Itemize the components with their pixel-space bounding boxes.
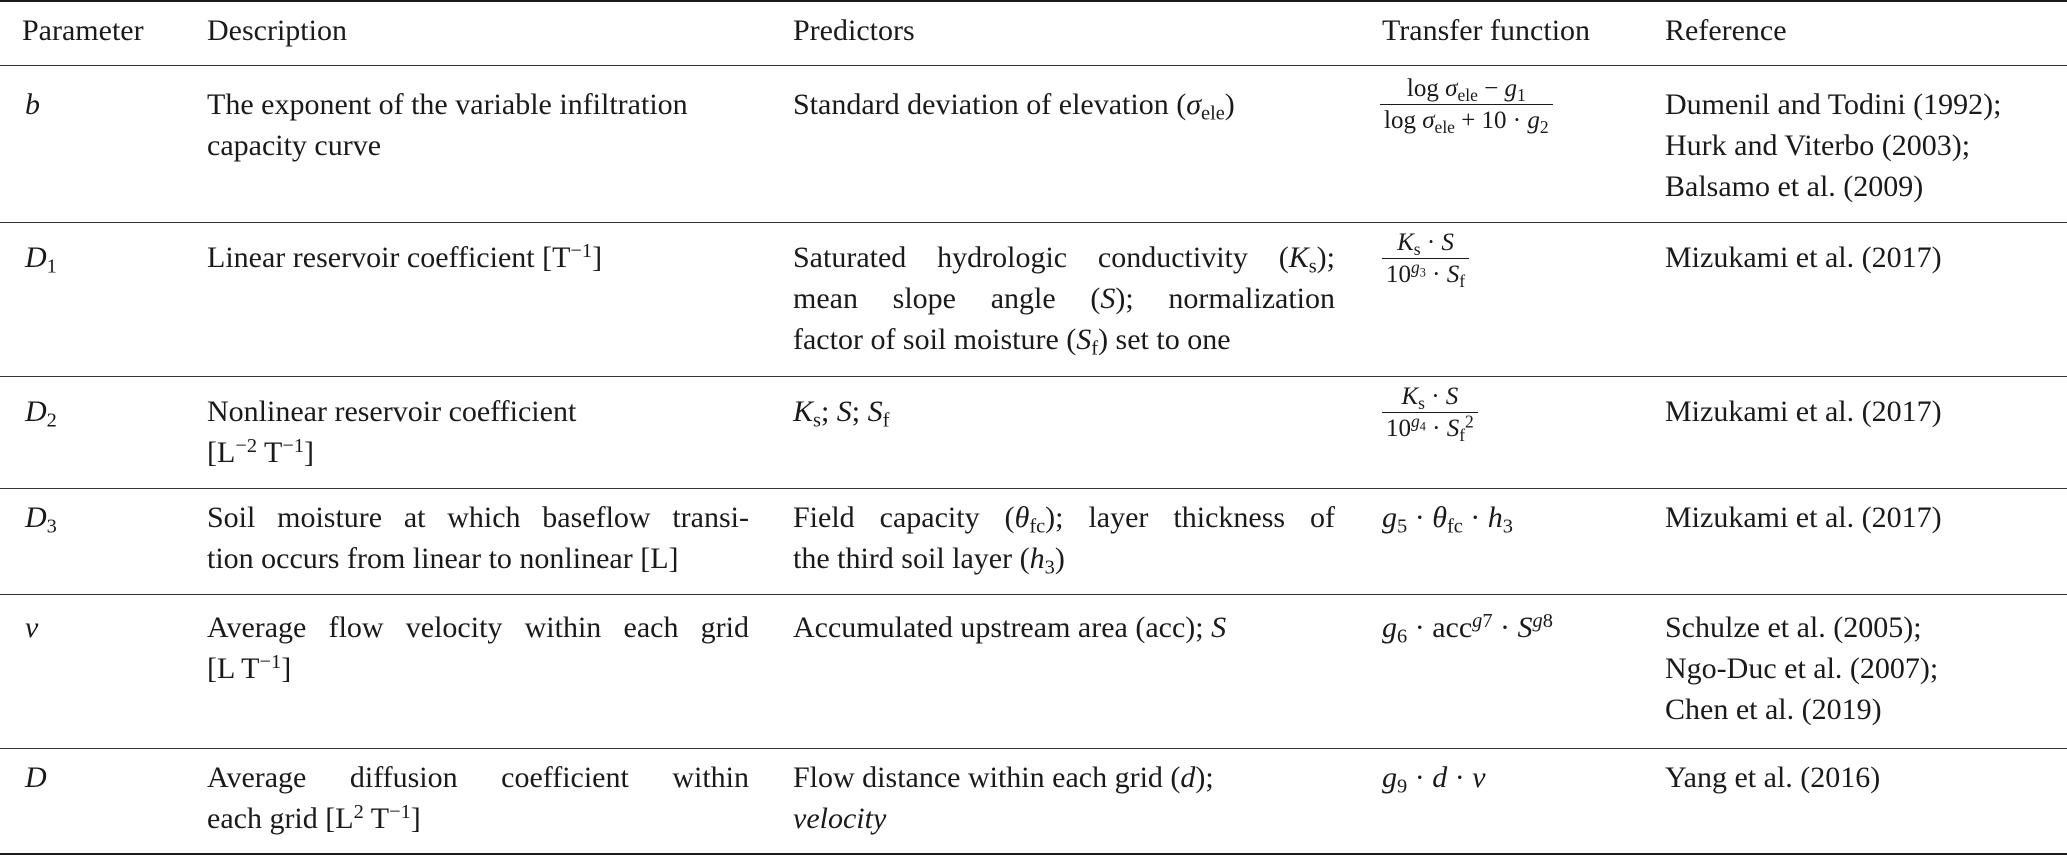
row-d-predictors: Flow distance within each grid (d); velocity	[793, 761, 1214, 835]
row-d3-description: Soil moisture at which baseflow transi- tion occurs from linear to nonlinear [L]	[207, 501, 749, 575]
row-b-description: The exponent of the variable infiltration capacity curve	[207, 88, 688, 162]
row-d-transfer-function: $g_9 \cdot d \cdot v$	[1382, 761, 1486, 798]
row-d1-predictors: Saturated hydrologic conductivity $(K_s)$; mean slope angle (S); normalization factor of soil moisture $(S_f)$ set to one	[793, 241, 1335, 360]
row-b-transfer-function: $\log \sigma_{ele} - g_1$ $\log \sigma_{ele} + 10 \cdot g_2$	[1380, 76, 1553, 133]
header-reference: Reference	[1665, 14, 1787, 47]
row-v-description: Average flow velocity within each grid [L $T^{-1}$]	[207, 611, 749, 685]
header-rule	[0, 65, 2067, 66]
row-b-reference: Dumenil and Todini (1992); Hurk and Viterbo (2003); Balsamo et al. (2009)	[1665, 88, 2002, 203]
row-d3-predictors: Field capacity $(\theta_{fc})$; layer thickness of the third soil layer $(h_3)$	[793, 501, 1336, 579]
header-description: Description	[207, 14, 347, 47]
row-rule	[0, 376, 2067, 377]
table-bottom-rule	[0, 853, 2067, 855]
row-rule	[0, 748, 2067, 749]
row-rule	[0, 222, 2067, 223]
header-transfer-function: Transfer function	[1382, 14, 1591, 47]
row-rule	[0, 594, 2067, 595]
row-d2-transfer-function: $\frac{K_s \cdot S}{10^{g_4} \cdot S_f^2}$	[1382, 384, 1478, 441]
header-predictors: Predictors	[793, 14, 915, 47]
row-rule	[0, 488, 2067, 489]
row-d1-parameter: $D_1$	[25, 241, 57, 278]
row-v-parameter: v	[25, 611, 39, 644]
row-v-predictors: Accumulated upstream area (acc); S	[793, 611, 1227, 644]
row-b-parameter: b	[25, 88, 40, 121]
row-d3-transfer-function: $g_5 \cdot \theta_{fc} \cdot h_3$	[1382, 501, 1513, 538]
row-d2-description: Nonlinear reservoir coefficient [$L^{-2}$ $T^{-1}$]	[207, 395, 577, 469]
row-v-reference: Schulze et al. (2005); Ngo-Duc et al. (2007); Chen et al. (2019)	[1665, 611, 1939, 726]
row-d1-reference: Mizukami et al. (2017)	[1665, 241, 1942, 274]
row-d1-description: Linear reservoir coefficient $[T^{-1}]$	[207, 239, 603, 274]
row-d2-reference: Mizukami et al. (2017)	[1665, 395, 1942, 428]
header-parameter: Parameter	[22, 14, 144, 47]
row-d1-transfer-function: $\frac{K_s \cdot S}{10^{g_3} \cdot S_f}$	[1382, 230, 1469, 287]
row-d3-reference: Mizukami et al. (2017)	[1665, 501, 1942, 534]
row-b-predictors: Standard deviation of elevation $(\sigma_{ele})$	[793, 88, 1235, 125]
row-d-reference: Yang et al. (2016)	[1665, 761, 1881, 794]
row-d3-parameter: $D_3$	[25, 501, 57, 538]
row-d-description: Average diffusion coefficient within each grid [$L^2$ $T^{-1}$]	[207, 761, 749, 835]
row-v-transfer-function: $g_6 \cdot acc^{g7} \cdot S^{g8}$	[1382, 609, 1553, 648]
row-d-parameter: D	[25, 761, 47, 794]
row-d2-predictors: $K_s$; S; $S_f$	[793, 395, 890, 432]
row-d2-parameter: $D_2$	[25, 395, 57, 432]
table-top-rule	[0, 0, 2067, 2]
